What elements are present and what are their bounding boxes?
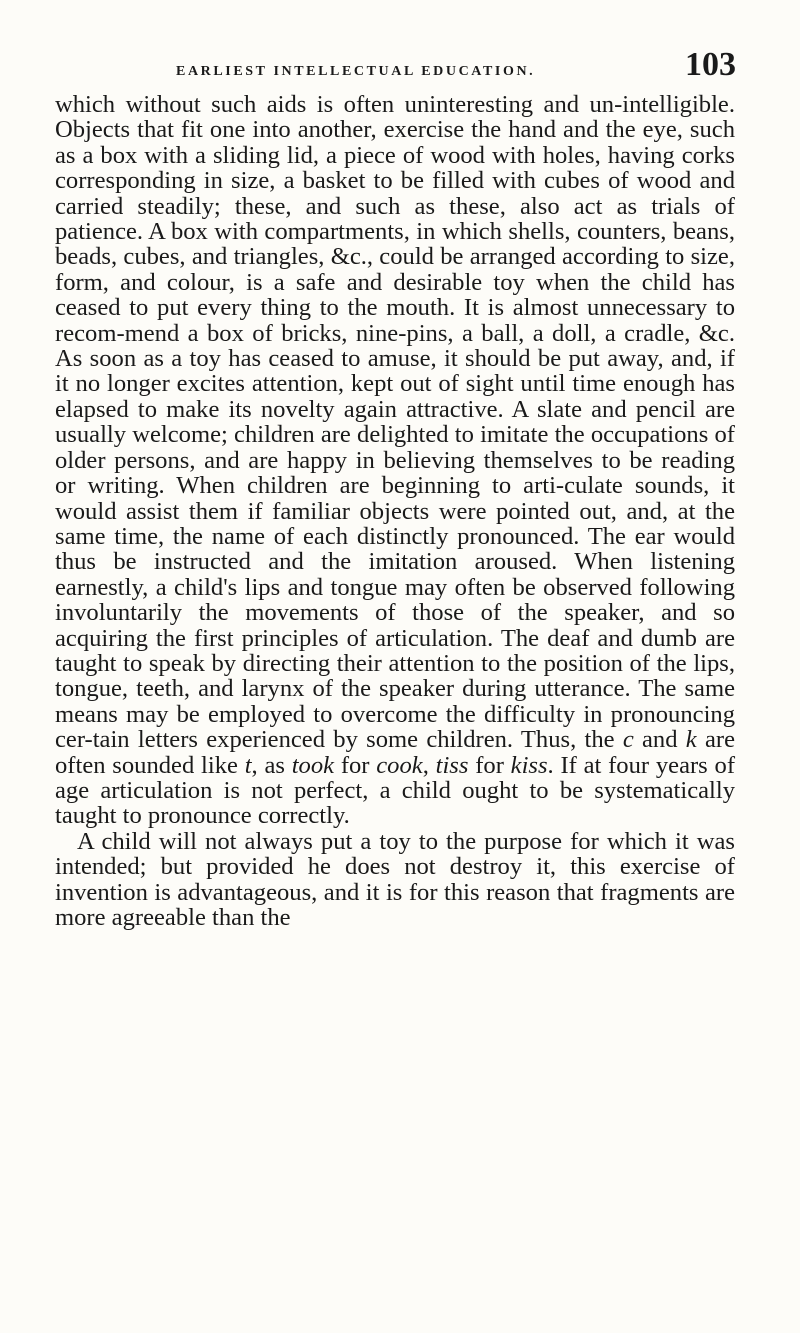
italic-term: took — [291, 751, 335, 779]
text-segment: which without such aids is often uninteresting and un-intelligible. Objects that fit one into another, exercise the hand and the eye, such as a box with a sliding lid, a piece of wood with holes, having corks corresponding in size, a basket to be filled with cubes of wood and carried steadily; these, and such as these, also act as trials of patience. A box with compartments, in which shells, counters, beans, beads, cubes, and triangles, &c., could be arranged according to size, form, and colour, is a safe and desirable toy when the child has ceased to put every thing to the mouth. It is almost unnecessary to recom-mend a box of bricks, nine-pins, a ball, a doll, a cradle, &c. As soon as a toy has ceased to amuse, it should be put away, and, if it no longer excites attention, kept out of sight until time enough has elapsed to make its novelty again attractive. A slate and pencil are usually welcome; children are delighted to imitate the occupations of older persons, and are happy in believing themselves to be reading or writing. When children are beginning to arti-culate sounds, it would assist them if familiar objects were pointed out, and, at the same time, the name of each distinctly pronounced. The ear would thus be instructed and the imitation aroused. When listening earnestly, a child's lips and tongue may often be observed following involuntarily the movements of those of the speaker, and so acquiring the first principles of articulation. The deaf and dumb are taught to speak by directing their attention to the position of the lips, tongue, teeth, and larynx of the speaker during utterance. The same means may be employed to overcome the difficulty in pronouncing cer-tain letters experienced by some children. Thus, the — [55, 91, 735, 754]
italic-term: tiss — [435, 751, 469, 779]
italic-term: k — [685, 726, 697, 754]
italic-term: cook — [376, 751, 423, 779]
text-segment: for — [334, 751, 377, 779]
paragraph-1 — [55, 92, 735, 829]
page-number: 103 — [685, 46, 736, 83]
italic-term: kiss — [510, 751, 548, 779]
text-segment: , — [422, 751, 436, 779]
paragraph-2 — [55, 829, 735, 931]
italic-term: c — [622, 726, 634, 754]
page-header — [176, 46, 736, 84]
body-text — [55, 92, 735, 930]
text-segment: A child will not always put a toy to the purpose for which it was intended; but provided he does not destroy it, this exercise of invention is advantageous, and it is for this reason that fragments are more agreeable than the — [55, 827, 735, 931]
text-segment: and — [633, 726, 686, 754]
running-head: EARLIEST INTELLECTUAL EDUCATION. — [176, 64, 536, 79]
text-segment: , as — [251, 751, 292, 779]
text-segment: . If at four years of age articulation is not perfect, a child ought to be systematically taught to pronounce correctly. — [55, 751, 736, 830]
italic-term: t — [244, 751, 252, 779]
text-segment: for — [468, 751, 511, 779]
text-segment: are often sounded like — [55, 726, 736, 779]
